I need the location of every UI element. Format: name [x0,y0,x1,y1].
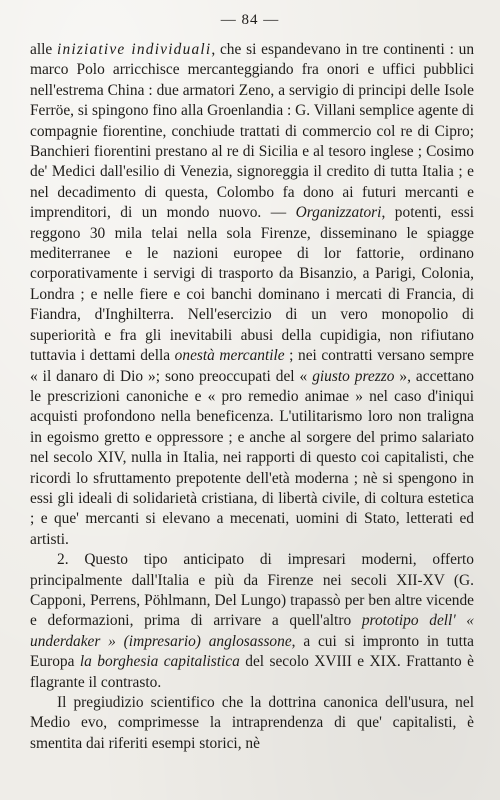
emphasis-text: iniziative individuali [57,41,212,58]
text-run: Il pregiudizio scientifico che la dottrina canonica dell'usura, nel Medio evo, comprimesse la intraprendenza di que' capitalisti, è smentita dai riferiti esempi storici, nè [30,694,474,752]
text-run: ; nei contratti versano sempre « il danaro di Dio »; sono preoccupati del « [30,347,475,385]
paragraph [30,40,474,550]
text-run: 2. Questo tipo anticipato di impresari moderni, offerto principalmente dall'Italia e più da Firenze nei secoli XII-XV (G. Capponi, Perrens, Pöhlmann, Del Lungo) trapassò per ben altre vicende e deformazioni, prima di arrivare a quell'altro [30,551,474,630]
paragraph [30,693,474,754]
body-text [30,40,474,754]
emphasis-text: la borghesia capitalistica [79,653,240,671]
text-run: », accettano le prescrizioni canoniche e « pro remedio animae » nel caso d'iniqui acquisti profondono nella beneficenza. L'utilitarismo loro non traligna in egoismo gretto e oppressore ; e anche al sorgere del primo salariato nel secolo XIV, nulla in Italia, nei rapporti di questo coi capitalisti, che ricordi lo sfruttamento prepotente dell'età moderna ; nè si spengono in essi gli ideali di solidarietà cristiana, di libertà civile, di coltura estetica ; e que' mercanti si elevano a mecenati, uomini di Stato, letterati ed artisti. [30,367,475,548]
text-run: , che si espandevano in tre continenti : un marco Polo arricchisce mercanteggiando fra onori e uffici pubblici nell'estrema China : due armatori Zeno, a servigio di principi delle Isole Ferröe, si spingono fino alla Groenlandia : G. Villani semplice agente di compagnie fiorentine, conchiude trattati di commercio col re di Cipro; Banchieri fiorentini prestano al re di Sicilia e al tesoro inglese ; Cosimo de' Medici dall'esilio di Venezia, signoreggia il credito di tutta Italia ; e nel decadimento di questa, Colombo fa dono ai futuri mercanti e imprenditori, di un mondo nuovo. — [30,41,475,222]
text-run: alle [30,41,58,58]
emphasis-text: onestà mercantile [174,347,285,365]
text-run: del secolo XVIII e XIX. Frattanto è flagrante il contrasto. [30,653,475,691]
text-run: , a cui si impronto in tutta Europa [30,632,474,671]
text-run: , potenti, essi reggono 30 mila telai nella sola Firenze, disseminano le spiagge mediterranee e le nazioni europee di lor fattorie, ordinano corporativamente i servigi di trasporto da Bisanzio, a Parigi, Colonia, Londra ; e nelle fiere e coi banchi dominano i mercati di Francia, di Fiandra, d'Inghilterra. Nell'esercizio di un vero monopolio di superiorità e fra gli inevitabili abusi della cupidigia, non rifiutano tuttavia i dettami della [30,204,474,365]
emphasis-text: Organizzatori [295,204,382,222]
emphasis-text: giusto prezzo [312,367,395,385]
paragraph [30,550,474,693]
emphasis-text: prototipo dell' « underdaker » (impresario) anglosassone [30,612,475,650]
page-number: — 84 — [220,12,280,28]
